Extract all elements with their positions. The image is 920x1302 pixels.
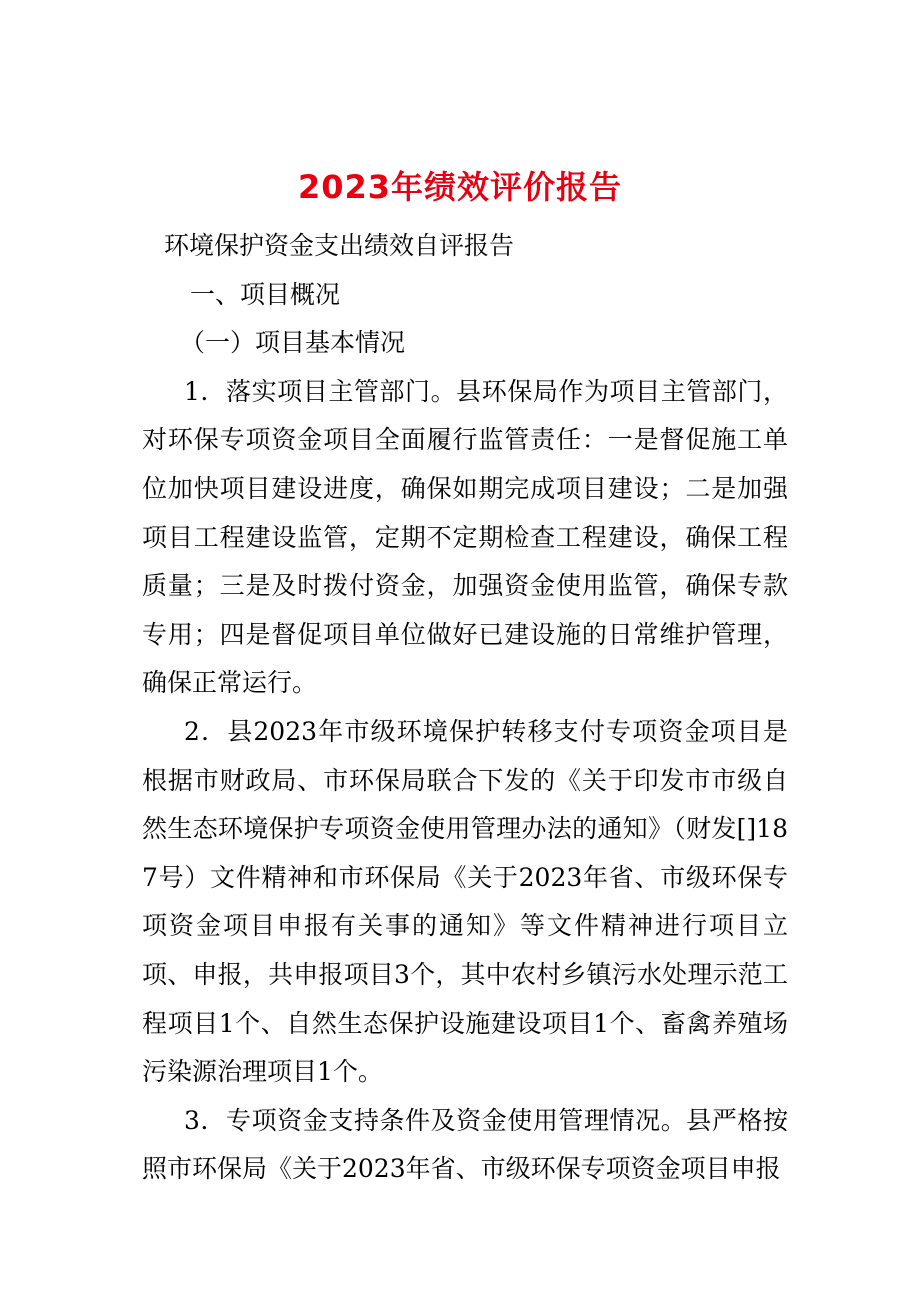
document-subtitle: 环境保护资金支出绩效自评报告 — [164, 231, 515, 260]
paragraph-1: 1．落实项目主管部门。县环保局作为项目主管部门，对环保专项资金项目全面履行监管责任：一是督促施工单位加快项目建设进度，确保如期完成项目建设；二是加强项目工程建设监管，定期不定期检查工程建设，确保工程质量；三是及时拨付资金，加强资金使用监管，确保专款专用；四是督促项目单位做好已建设施的日常维护管理，确保正常运行。 — [142, 376, 788, 698]
section-heading: 一、项目概况 — [190, 279, 341, 309]
paragraph-3: 3．专项资金支持条件及资金使用管理情况。县严格按照市环保局《关于2023年省、市级环保专项资金项目申报 — [142, 1105, 788, 1184]
document-title: 2023年绩效评价报告 — [297, 168, 623, 207]
document-body — [142, 222, 788, 1194]
subsection-heading: （一）项目基本情况 — [180, 328, 406, 358]
paragraph-2: 2．县2023年市级环境保护转移支付专项资金项目是根据市财政局、市环保局联合下发的《关于印发市市级自然生态环境保护专项资金使用管理办法的通知》（财发[]187号）文件精神和市环保局《关于2023年省、市级环保专项资金项目申报有关事的通知》等文件精神进行项目立项、申报，共申报项目3个，其中农村乡镇污水处理示范工程项目1个、自然生态保护设施建设项目1个、畜禽养殖场污染源治理项目1个。 — [142, 716, 788, 1087]
